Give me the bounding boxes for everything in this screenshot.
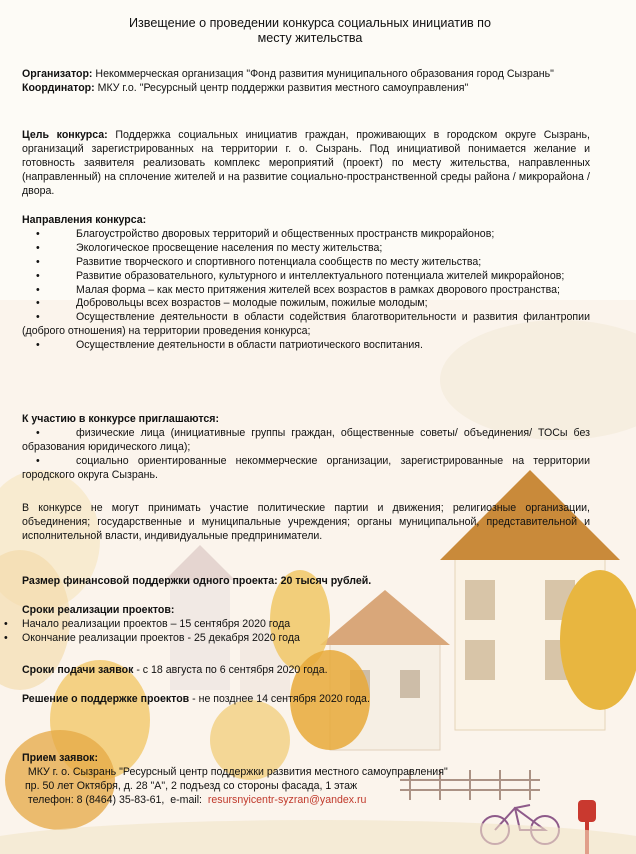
page-title xyxy=(100,16,520,46)
participants-section xyxy=(22,413,590,483)
reception-address: пр. 50 лет Октября, д. 28 "А", 2 подъезд со стороны фасада, 1 этаж xyxy=(22,779,358,792)
list-item: • социально ориентированные некоммерческие организации, зарегистрированные на территории городского округа Сызрань. xyxy=(22,454,590,481)
list-item: • Окончание реализации проектов - 25 декабря 2020 года xyxy=(4,631,300,644)
bullet-icon: • xyxy=(36,339,40,352)
funding-value: 20 тысяч рублей. xyxy=(277,575,372,587)
timeline-heading: Сроки реализации проектов: xyxy=(22,604,175,616)
funding-line xyxy=(22,575,622,589)
list-item: • Осуществление деятельности в области патриотического воспитания. xyxy=(36,339,423,352)
bullet-icon: • xyxy=(36,426,40,439)
goal-block xyxy=(22,129,590,199)
email-link[interactable]: resursnyicentr-syzran@yandex.ru xyxy=(207,793,367,806)
directions-heading: Направления конкурса: xyxy=(22,214,147,226)
exclusions-text: В конкурсе не могут принимать участие политические партии и движения; религиозные организации, объединения; государственные и муниципальные учреждения; органы муниципальной, представительной и исполнительной власти, индивидуальные предприниматели. xyxy=(22,502,590,542)
title-line-2: месту жительства xyxy=(257,31,363,45)
list-item: • Малая форма – как место притяжения жителей всех возрастов в рамках дворового пространства; xyxy=(36,283,560,296)
reception-block xyxy=(22,752,622,808)
list-item: • Благоустройство дворовых территорий и общественных пространств микрорайонов; xyxy=(36,227,495,240)
coordinator-text: МКУ г.о. "Ресурсный центр поддержки развития местного самоуправления" xyxy=(94,81,469,94)
submission-text: - с 18 августа по 6 сентября 2020 года. xyxy=(133,664,328,676)
list-item: • Начало реализации проектов – 15 сентября 2020 года xyxy=(4,618,291,630)
list-item: • физические лица (инициативные группы граждан, общественные советы/ объединения/ ТОСы без образования юридического лица); xyxy=(22,426,590,453)
list-item: • Осуществление деятельности в области содействия благотворительности и развития филантропии (доброго отношения) на территории проведения конкурса; xyxy=(22,311,590,338)
goal-text: Поддержка социальных инициатив граждан, проживающих в городском округе Сызрань, организаций зарегистрированных на территории г. о. Сызрань. Под инициативой понимается желание и готовность заявителя реализовать комплекс мероприятий (проект) по месту жительства, направленных (направленный) на сплочение жителей и на развитие социально-пространственной среды района / микрорайона / двора. xyxy=(22,129,590,197)
exclusions-block xyxy=(22,502,590,544)
bullet-icon: • xyxy=(36,241,40,254)
list-item: • Добровольцы всех возрастов – молодые пожилым, пожилые молодым; xyxy=(36,297,428,310)
organizer-label: Организатор: xyxy=(22,68,93,80)
bullet-icon: • xyxy=(36,255,40,268)
decision-line xyxy=(22,693,622,707)
bullet-icon: • xyxy=(36,269,40,282)
participants-heading: К участию в конкурсе приглашаются: xyxy=(22,413,219,425)
bullet-icon: • xyxy=(36,227,40,240)
reception-org: МКУ г. о. Сызрань "Ресурсный центр поддержки развития местного самоуправления" xyxy=(22,765,448,778)
list-item: • Экологическое просвещение населения по месту жительства; xyxy=(36,241,383,254)
funding-label: Размер финансовой поддержки одного проекта: xyxy=(22,575,278,587)
list-item: • Развитие творческого и спортивного потенциала сообществ по месту жительства; xyxy=(36,255,482,268)
bullet-icon: • xyxy=(36,297,40,310)
bullet-icon: • xyxy=(36,311,40,324)
goal-label: Цель конкурса: xyxy=(22,129,108,141)
organizer-text: Некоммерческая организация "Фонд развития муниципального образования город Сызрань" xyxy=(92,68,554,80)
bullet-icon: • xyxy=(36,283,40,296)
organizer-block xyxy=(22,68,590,96)
directions-section xyxy=(22,214,590,353)
decision-text: - не позднее 14 сентября 2020 года. xyxy=(189,693,370,705)
reception-heading: Прием заявок: xyxy=(22,752,99,764)
title-line-1: Извещение о проведении конкурса социальных инициатив по xyxy=(128,16,492,30)
phone-text: телефон: 8 (8464) 35-83-61, e-mail: xyxy=(22,793,208,806)
decision-label: Решение о поддержке проектов xyxy=(22,693,190,705)
submission-label: Сроки подачи заявок xyxy=(22,664,134,676)
bullet-icon: • xyxy=(36,454,40,467)
submission-line xyxy=(22,664,622,678)
bullet-icon: • xyxy=(4,618,8,630)
list-item: • Развитие образовательного, культурного и интеллектуального потенциала жителей микрорайонов; xyxy=(36,269,565,282)
bullet-icon: • xyxy=(4,631,8,644)
reception-contacts xyxy=(22,794,622,808)
timeline-list xyxy=(0,618,600,646)
coordinator-label: Координатор: xyxy=(22,81,95,94)
